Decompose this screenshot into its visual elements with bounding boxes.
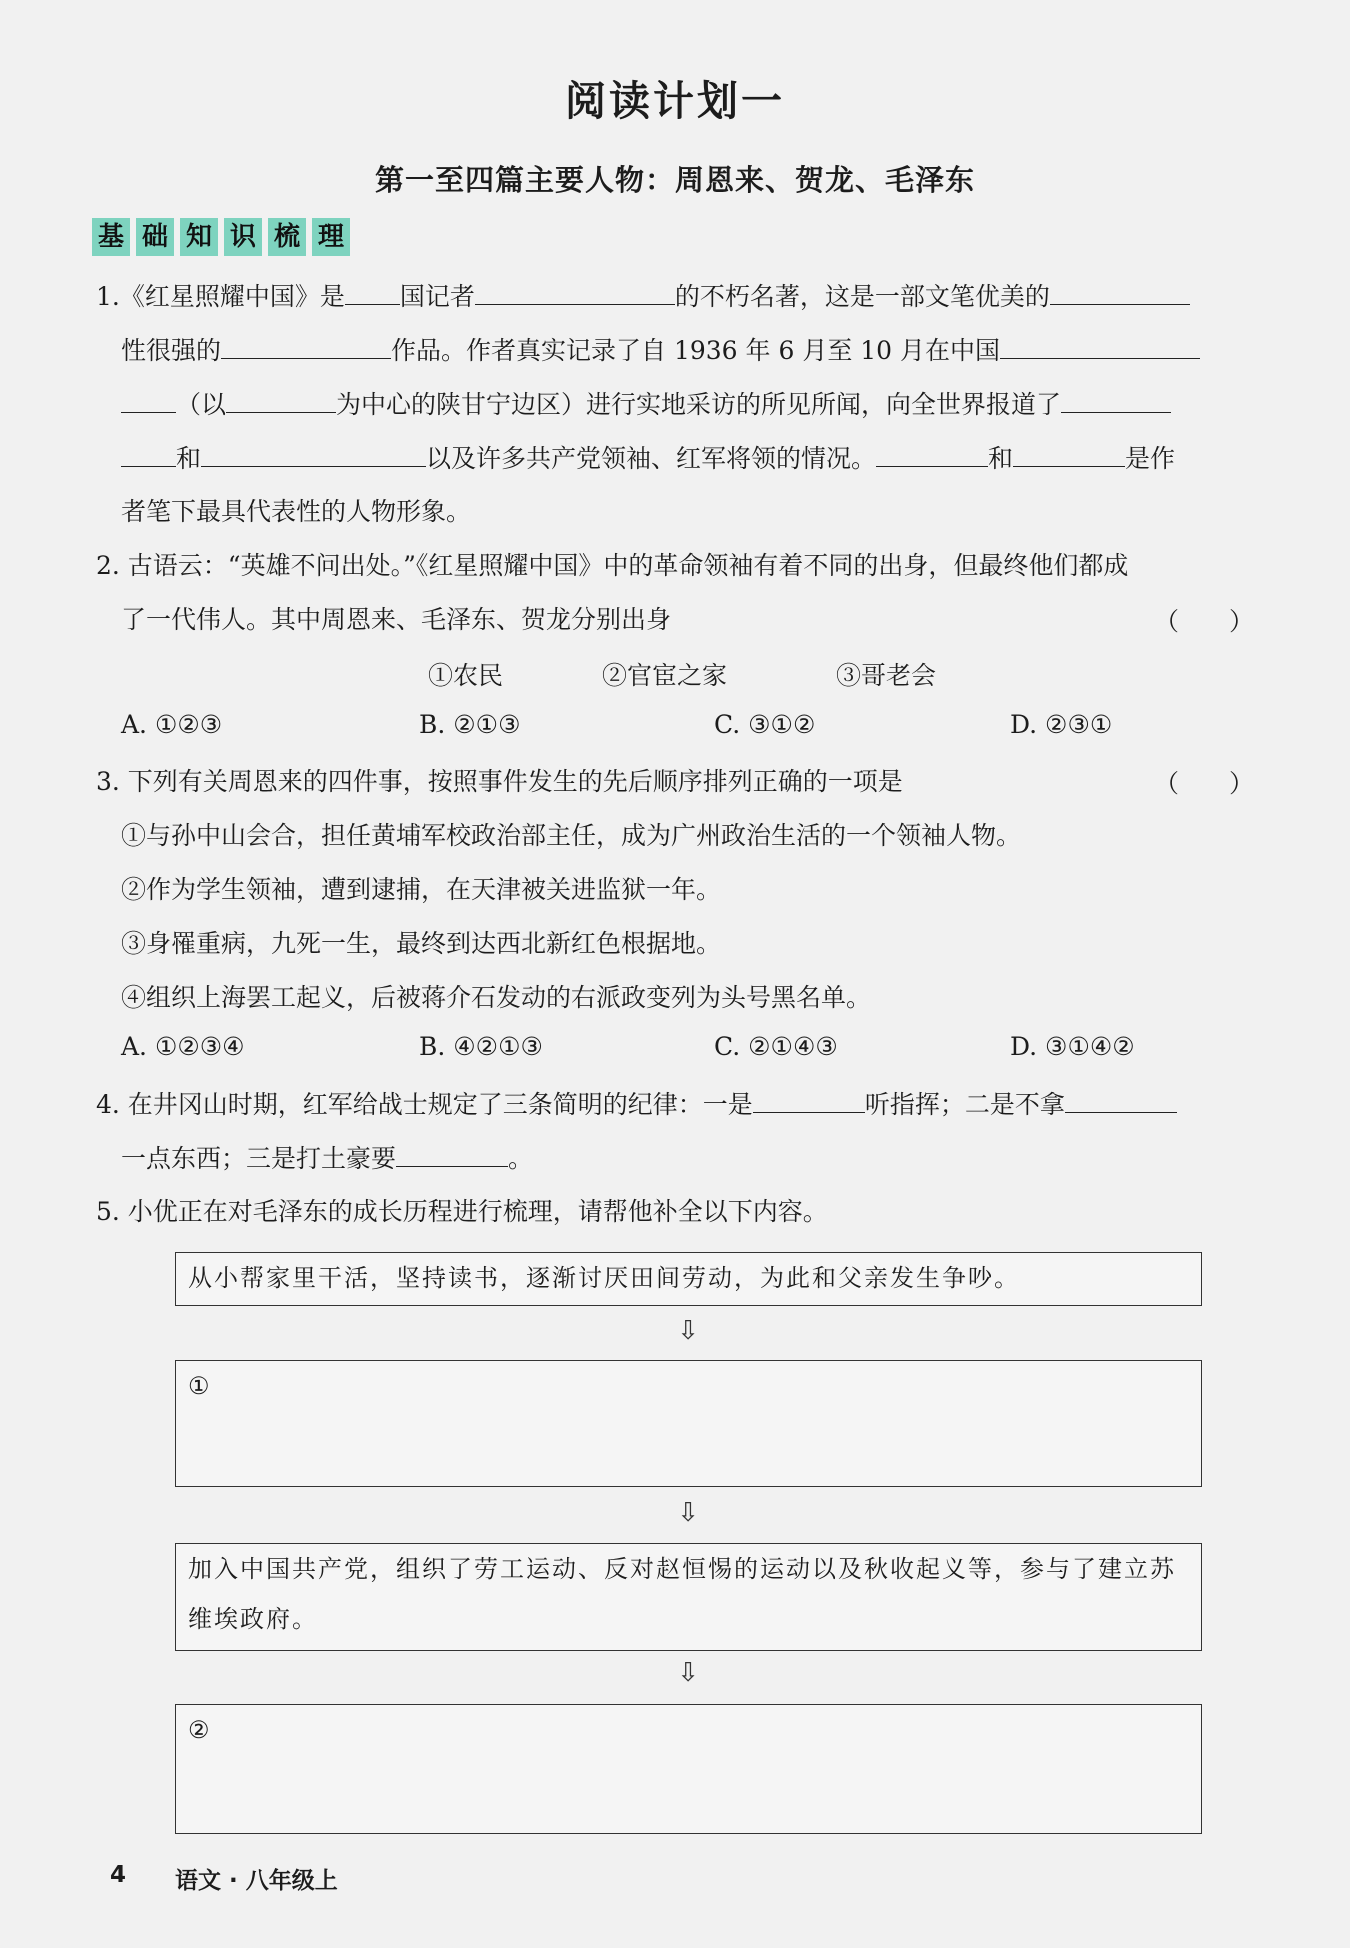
q2-option-b[interactable]: B. ②①③ [419,710,521,739]
page-subtitle: 第一至四篇主要人物：周恩来、贺龙、毛泽东 [374,163,975,197]
timeline-answer-box-1[interactable]: ① [175,1360,1202,1487]
section-heading-char: 知 [180,218,218,256]
answer-blank[interactable] [226,386,336,413]
page-title: 阅读计划一 [565,77,785,125]
answer-blank[interactable] [1065,1086,1177,1113]
down-arrow-icon: ⇩ [677,1316,699,1346]
q1-line-1: 1.《红星照耀中国》是 国记者 的不朽名著，这是一部文笔优美的 [96,278,1190,315]
q1-line-2: 性很强的 作品。作者真实记录了自 1936 年 6 月至 10 月在中国 [121,332,1200,369]
q3-event: ③身罹重病，九死一生，最终到达西北新红色根据地。 [121,929,722,958]
q3-event: ④组织上海罢工起义，后被蒋介石发动的右派政变列为头号黑名单。 [121,983,872,1012]
q3-event: ①与孙中山会合，担任黄埔军校政治部主任，成为广州政治生活的一个领袖人物。 [121,821,1022,850]
q4-line-1: 4. 在井冈山时期，红军给战士规定了三条简明的纪律：一是 听指挥；二是不拿 [96,1086,1177,1123]
q3-option-d[interactable]: D. ③①④② [1010,1032,1135,1061]
section-heading-char: 理 [312,218,350,256]
answer-blank[interactable] [475,278,675,305]
answer-blank[interactable] [876,440,988,467]
q2-item: ③哥老会 [836,661,937,690]
q3-event: ②作为学生领袖，遭到逮捕，在天津被关进监狱一年。 [121,875,722,904]
answer-blank[interactable] [1000,332,1200,359]
answer-blank[interactable] [1013,440,1125,467]
answer-bracket[interactable]: （ ） [1153,607,1254,636]
answer-blank[interactable] [1061,386,1171,413]
book-label: 语文 · 八年级上 [175,1868,338,1894]
q3-option-b[interactable]: B. ④②①③ [419,1032,543,1061]
q1-line-5: 者笔下最具代表性的人物形象。 [121,497,472,526]
q1-line-4: 和 以及许多共产党领袖、红军将领的情况。 和 是作 [121,440,1175,477]
answer-blank[interactable] [121,440,176,467]
section-heading-char: 基 [92,218,130,256]
timeline-box-3: 加入中国共产党，组织了劳工运动、反对赵恒惕的运动以及秋收起义等，参与了建立苏维埃政府。 [175,1543,1202,1651]
section-heading [92,218,350,256]
q4-line-2: 一点东西；三是打土豪要 。 [121,1140,533,1177]
q1-line-3: （以 为中心的陕甘宁边区）进行实地采访的所见所闻，向全世界报道了 [121,386,1171,423]
q3-line-1: 3. 下列有关周恩来的四件事，按照事件发生的先后顺序排列正确的一项是 [96,767,903,796]
q2-option-c[interactable]: C. ③①② [714,710,816,739]
answer-blank[interactable] [345,278,400,305]
q3-option-a[interactable]: A. ①②③④ [121,1032,245,1061]
timeline-box-1: 从小帮家里干活，坚持读书，逐渐讨厌田间劳动，为此和父亲发生争吵。 [175,1252,1202,1306]
answer-blank[interactable] [221,332,391,359]
q2-item: ①农民 [428,661,504,690]
timeline-answer-box-2[interactable]: ② [175,1704,1202,1834]
down-arrow-icon: ⇩ [677,1498,699,1528]
q2-option-a[interactable]: A. ①②③ [121,710,223,739]
answer-blank[interactable] [121,386,176,413]
section-heading-char: 梳 [268,218,306,256]
q2-line-2: 了一代伟人。其中周恩来、毛泽东、贺龙分别出身 [121,605,672,634]
page-number: 4 [110,1862,127,1888]
q5-line-1: 5. 小优正在对毛泽东的成长历程进行梳理，请帮他补全以下内容。 [96,1197,828,1226]
answer-blank[interactable] [201,440,426,467]
answer-blank[interactable] [1050,278,1190,305]
q2-item: ②官宦之家 [602,661,728,690]
q2-option-d[interactable]: D. ②③① [1010,710,1113,739]
section-heading-char: 础 [136,218,174,256]
answer-bracket[interactable]: （ ） [1153,769,1254,798]
down-arrow-icon: ⇩ [677,1658,699,1688]
section-heading-char: 识 [224,218,262,256]
answer-blank[interactable] [396,1140,508,1167]
q3-option-c[interactable]: C. ②①④③ [714,1032,838,1061]
q2-line-1: 2. 古语云：“英雄不问出处。”《红星照耀中国》中的革命领袖有着不同的出身，但最终他们都成 [96,551,1129,580]
answer-blank[interactable] [753,1086,865,1113]
